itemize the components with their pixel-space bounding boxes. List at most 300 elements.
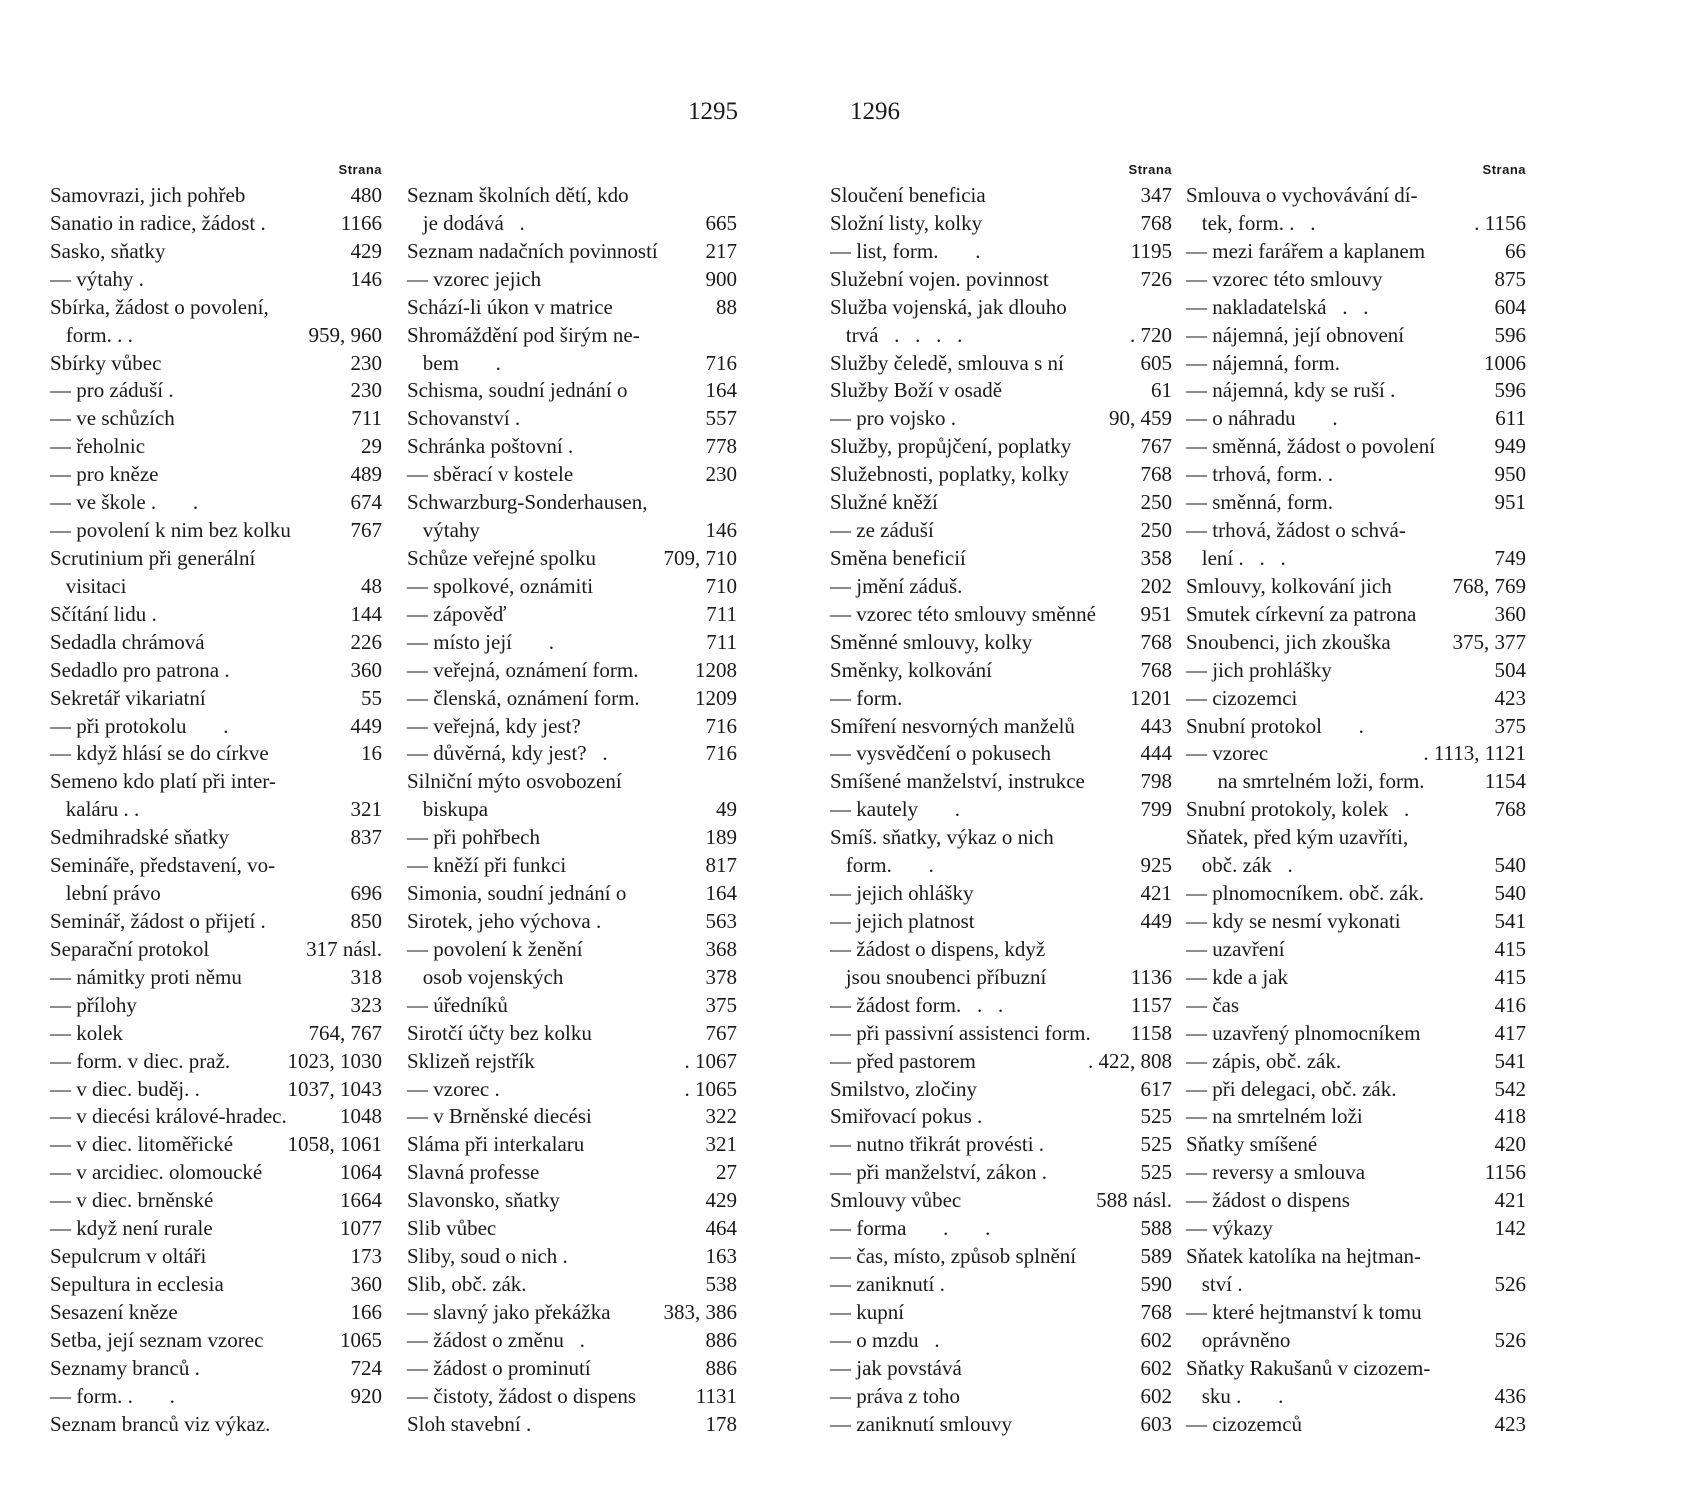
entry-page: 489 — [350, 462, 382, 487]
index-entry — [830, 1411, 1172, 1439]
entry-term: Služby Boží v osadě — [830, 378, 1003, 403]
entry-term: je dodává . — [407, 210, 525, 235]
entry-page: 716 — [705, 350, 737, 375]
entry-page: 420 — [1494, 1132, 1526, 1157]
index-entry — [1186, 405, 1526, 433]
index-entry — [50, 796, 382, 824]
index-entry — [407, 1131, 737, 1159]
entry-term: — v Brněnské diecési — [407, 1104, 592, 1129]
entry-page: 617 — [1140, 1076, 1172, 1101]
index-entry — [1186, 1327, 1526, 1355]
entry-page: 563 — [705, 908, 737, 933]
index-entry — [830, 461, 1172, 489]
index-entry — [1186, 713, 1526, 741]
entry-term: Schránka poštovní . — [407, 434, 574, 459]
entry-term: — členská, oznámení form. — [407, 685, 640, 710]
index-column-4 — [1186, 162, 1526, 1438]
entry-page: 778 — [705, 434, 737, 459]
index-entry — [1186, 266, 1526, 294]
entry-page: 360 — [350, 657, 382, 682]
entry-term: Sňatek, před kým uzavříti, — [1186, 825, 1409, 850]
entry-page: 1195 — [1130, 238, 1172, 263]
index-entry — [50, 433, 382, 461]
entry-term: Smlouvy, kolkování jich — [1186, 573, 1392, 598]
index-entry — [830, 1271, 1172, 1299]
entry-term: bem . — [407, 350, 501, 375]
entry-term: Simonia, soudní jednání o — [407, 881, 627, 906]
entry-term: — jmění záduš. — [830, 573, 963, 598]
entry-term: — přílohy — [50, 992, 137, 1017]
entry-term: osob vojenských — [407, 964, 564, 989]
entry-term: Schází-li úkon v matrice — [407, 294, 613, 319]
entry-page: 817 — [705, 853, 737, 878]
index-entry — [407, 1159, 737, 1187]
index-entry — [1186, 1411, 1526, 1439]
index-entry — [1186, 573, 1526, 601]
entry-term: obč. zák . — [1186, 853, 1293, 878]
entry-term: tek, form. . . — [1186, 210, 1316, 235]
index-entry — [50, 824, 382, 852]
index-entry — [830, 1103, 1172, 1131]
index-entry — [830, 992, 1172, 1020]
index-entry — [1186, 1131, 1526, 1159]
index-entry — [830, 350, 1172, 378]
entry-term: Služba vojenská, jak dlouho — [830, 294, 1067, 319]
index-entry — [407, 377, 737, 405]
index-entry — [50, 601, 382, 629]
entry-page: 378 — [705, 964, 737, 989]
entry-term: Snubní protokoly, kolek . — [1186, 797, 1410, 822]
entry-page: 767 — [1140, 434, 1172, 459]
entry-term: — žádost form. . . — [830, 992, 1004, 1017]
entry-page: 383, 386 — [663, 1299, 737, 1324]
entry-term: — námitky proti němu — [50, 964, 242, 989]
entry-term: Semeno kdo platí při inter- — [50, 769, 276, 794]
column-header — [407, 162, 737, 182]
entry-term: — výkazy — [1186, 1216, 1273, 1241]
entry-page: 1136 — [1130, 964, 1172, 989]
entry-term: Smutek církevní za patrona — [1186, 601, 1417, 626]
index-entry — [50, 182, 382, 210]
index-entry — [1186, 322, 1526, 350]
entry-page: 1006 — [1484, 350, 1526, 375]
index-entry — [50, 768, 382, 796]
index-entry — [50, 1243, 382, 1271]
entry-page: 603 — [1140, 1411, 1172, 1436]
entry-term: Slib vůbec — [407, 1216, 497, 1241]
index-entry — [407, 629, 737, 657]
entry-page: 449 — [350, 713, 382, 738]
entry-page: 449 — [1140, 908, 1172, 933]
index-entry — [830, 294, 1172, 322]
entry-term: Seminář, žádost o přijetí . — [50, 908, 266, 933]
entry-term: Sňatky smíšené — [1186, 1132, 1318, 1157]
page-number-right: 1296 — [850, 98, 900, 125]
entry-term: — místo její . — [407, 629, 554, 654]
index-entry — [407, 545, 737, 573]
index-entry — [50, 1187, 382, 1215]
index-entry — [830, 713, 1172, 741]
entry-page: 716 — [705, 741, 737, 766]
index-entry — [830, 573, 1172, 601]
entry-page: 525 — [1140, 1104, 1172, 1129]
index-entry — [407, 1327, 737, 1355]
entry-page: 711 — [706, 601, 737, 626]
entry-page: 323 — [350, 992, 382, 1017]
entry-term: Smlouvy vůbec — [830, 1188, 962, 1213]
entry-page: 1077 — [340, 1216, 382, 1241]
entry-page: 764, 767 — [308, 1020, 382, 1045]
index-entry — [830, 266, 1172, 294]
entry-term: Silniční mýto osvobození — [407, 769, 622, 794]
entry-page: 726 — [1140, 266, 1172, 291]
entry-page: 605 — [1140, 350, 1172, 375]
entry-page: 358 — [1140, 545, 1172, 570]
entry-term: form. . — [830, 853, 934, 878]
entry-term: Sekretář vikariatní — [50, 685, 206, 710]
entry-page: 217 — [705, 238, 737, 263]
index-entry — [830, 1048, 1172, 1076]
entry-term: kaláru . . — [50, 797, 140, 822]
entry-page: 1154 — [1484, 769, 1526, 794]
entry-term: — jak povstává — [830, 1355, 962, 1380]
entry-term: Separační protokol — [50, 936, 210, 961]
entry-page: 674 — [350, 490, 382, 515]
entry-page: 1065 — [340, 1327, 382, 1352]
index-entry — [407, 1243, 737, 1271]
index-entry — [50, 1103, 382, 1131]
index-entry — [407, 405, 737, 433]
index-entry — [830, 796, 1172, 824]
entry-term: — důvěrná, kdy jest? . — [407, 741, 608, 766]
entry-page: 66 — [1505, 238, 1526, 263]
entry-term: — jich prohlášky — [1186, 657, 1332, 682]
index-entry — [407, 1411, 737, 1439]
entry-term: Seznam nadačních povinností — [407, 238, 658, 263]
entry-term: — při manželství, zákon . — [830, 1160, 1047, 1185]
entry-term: — žádost o změnu . — [407, 1327, 585, 1352]
index-entry — [830, 740, 1172, 768]
entry-page: 540 — [1494, 881, 1526, 906]
entry-page: 541 — [1494, 1048, 1526, 1073]
entry-page: 850 — [350, 908, 382, 933]
index-entry — [830, 1131, 1172, 1159]
index-entry — [50, 1383, 382, 1411]
index-entry — [830, 489, 1172, 517]
entry-term: — nakladatelská . . — [1186, 294, 1369, 319]
entry-term: Setba, její seznam vzorec — [50, 1327, 264, 1352]
entry-term: — před pastorem — [830, 1048, 976, 1073]
entry-term: Služné kněží — [830, 490, 938, 515]
index-entry — [1186, 1187, 1526, 1215]
entry-page: 360 — [1494, 601, 1526, 626]
index-column-2 — [407, 162, 737, 1438]
entry-page: 542 — [1494, 1076, 1526, 1101]
entry-page: 375 — [705, 992, 737, 1017]
entry-page: 900 — [705, 266, 737, 291]
index-entry — [407, 433, 737, 461]
entry-term: Sirotčí účty bez kolku — [407, 1020, 592, 1045]
entry-term: — při delegaci, obč. zák. — [1186, 1076, 1397, 1101]
index-entry — [1186, 1159, 1526, 1187]
entry-page: 178 — [705, 1411, 737, 1436]
index-entry — [407, 936, 737, 964]
entry-page: 724 — [350, 1355, 382, 1380]
entry-page: 525 — [1140, 1132, 1172, 1157]
index-entry — [830, 657, 1172, 685]
index-entry — [50, 1271, 382, 1299]
entry-term: — žádost o dispens — [1186, 1188, 1350, 1213]
entry-term: — vzorec — [1186, 741, 1269, 766]
entry-page: 749 — [1494, 545, 1526, 570]
index-entry — [1186, 936, 1526, 964]
index-entry — [407, 1020, 737, 1048]
index-entry — [830, 1243, 1172, 1271]
index-entry — [830, 210, 1172, 238]
entry-page: 436 — [1494, 1383, 1526, 1408]
entry-term: Sedadlo pro patrona . — [50, 657, 230, 682]
index-entry — [407, 685, 737, 713]
entry-page: 709, 710 — [663, 545, 737, 570]
entry-page: 417 — [1494, 1020, 1526, 1045]
entry-term: sku . . — [1186, 1383, 1284, 1408]
index-entry — [407, 880, 737, 908]
entry-term: Sňatky Rakušanů v cizozem- — [1186, 1355, 1431, 1380]
index-entry — [50, 545, 382, 573]
index-entry — [830, 601, 1172, 629]
entry-page: 429 — [350, 238, 382, 263]
entry-term: — ze záduší — [830, 518, 934, 543]
entry-page: 711 — [706, 629, 737, 654]
entry-term: — uzavřený plnomocníkem — [1186, 1020, 1421, 1045]
entry-term: Sloučení beneficia — [830, 183, 986, 207]
entry-term: výtahy — [407, 518, 480, 543]
entry-term: — když není rurale — [50, 1216, 213, 1241]
index-entry — [407, 908, 737, 936]
entry-page: 886 — [705, 1355, 737, 1380]
entry-term: — pro vojsko . — [830, 406, 956, 431]
entry-term: biskupa — [407, 797, 489, 822]
entry-page: 230 — [350, 378, 382, 403]
entry-term: — povolení k nim bez kolku — [50, 518, 291, 543]
entry-term: Sčítání lidu . — [50, 601, 157, 626]
entry-page: 768 — [1140, 462, 1172, 487]
entry-term: — o náhradu . — [1186, 406, 1338, 431]
entry-term: ství . — [1186, 1271, 1243, 1296]
entry-term: Slavná professe — [407, 1160, 540, 1185]
index-entry — [407, 322, 737, 350]
entry-term: — vzorec jejich — [407, 266, 542, 291]
entry-page: 230 — [350, 350, 382, 375]
entry-page: 164 — [705, 378, 737, 403]
entry-page: 949 — [1494, 434, 1526, 459]
index-entry — [50, 238, 382, 266]
entry-term: — cizozemci — [1186, 685, 1298, 710]
index-entry — [407, 1103, 737, 1131]
entry-term: — zápis, obč. zák. — [1186, 1048, 1342, 1073]
entry-page: 415 — [1494, 936, 1526, 961]
index-entry — [407, 992, 737, 1020]
index-entry — [50, 657, 382, 685]
index-entry — [50, 266, 382, 294]
entry-term: Seznam školních dětí, kdo — [407, 183, 629, 207]
entry-page: 540 — [1494, 853, 1526, 878]
entry-term: Služebnosti, poplatky, kolky — [830, 462, 1069, 487]
entry-term: — při passivní assistenci form. — [830, 1020, 1091, 1045]
entry-page: 696 — [350, 881, 382, 906]
index-entry — [1186, 210, 1526, 238]
entry-page: 1023, 1030 — [287, 1048, 382, 1073]
index-entry — [407, 1215, 737, 1243]
index-entry — [407, 1187, 737, 1215]
index-entry — [407, 210, 737, 238]
entry-page: 1201 — [1130, 685, 1172, 710]
index-entry — [830, 1187, 1172, 1215]
entry-term: Smiřovací pokus . — [830, 1104, 983, 1129]
entry-page: 596 — [1494, 322, 1526, 347]
entry-term: Samovrazi, jich pohřeb — [50, 183, 246, 207]
entry-page: 768 — [1140, 1299, 1172, 1324]
entry-page: 444 — [1140, 741, 1172, 766]
entry-term: — žádost o dispens, když — [830, 936, 1046, 961]
entry-page: 596 — [1494, 378, 1526, 403]
entry-page: 525 — [1140, 1160, 1172, 1185]
index-entry — [50, 629, 382, 657]
index-entry — [50, 573, 382, 601]
entry-term: — pro kněze — [50, 462, 159, 487]
entry-term: — o mzdu . — [830, 1327, 940, 1352]
entry-term: — zápověď — [407, 601, 507, 626]
entry-term: Schovanství . — [407, 406, 521, 431]
entry-page: . 1156 — [1474, 210, 1526, 235]
entry-page: 951 — [1140, 601, 1172, 626]
entry-page: 1058, 1061 — [287, 1132, 382, 1157]
index-entry — [50, 964, 382, 992]
index-entry — [407, 1076, 737, 1104]
index-entry — [1186, 964, 1526, 992]
entry-page: 164 — [705, 881, 737, 906]
index-entry — [50, 1299, 382, 1327]
entry-term: Scrutinium při generální — [50, 545, 256, 570]
index-entry — [1186, 1048, 1526, 1076]
entry-page: 166 — [350, 1299, 382, 1324]
entry-page: 588 — [1140, 1216, 1172, 1241]
index-entry — [50, 350, 382, 378]
entry-page: 416 — [1494, 992, 1526, 1017]
index-entry — [830, 629, 1172, 657]
index-entry — [830, 852, 1172, 880]
entry-term: visitaci — [50, 573, 127, 598]
entry-term: — na smrtelném loži — [1186, 1104, 1363, 1129]
entry-page: 360 — [350, 1271, 382, 1296]
entry-term: — směnná, žádost o povolení — [1186, 434, 1436, 459]
entry-page: 250 — [1140, 490, 1172, 515]
entry-page: 1664 — [340, 1188, 382, 1213]
entry-term: Schwarzburg-Sonderhausen, — [407, 490, 648, 515]
index-entry — [830, 685, 1172, 713]
index-entry — [50, 1215, 382, 1243]
index-entry — [50, 880, 382, 908]
entry-term: Smíření nesvorných manželů — [830, 713, 1075, 738]
entry-page: 27 — [716, 1160, 737, 1185]
entry-term: — trhová, žádost o schvá- — [1186, 518, 1406, 543]
index-entry — [50, 1076, 382, 1104]
index-entry — [1186, 1076, 1526, 1104]
entry-term: Schisma, soudní jednání o — [407, 378, 628, 403]
index-entry — [1186, 1243, 1526, 1271]
entry-page: 1166 — [340, 210, 382, 235]
index-entry — [407, 238, 737, 266]
entry-term: — práva z toho — [830, 1383, 961, 1408]
entry-page: 202 — [1140, 573, 1172, 598]
index-entry — [830, 1383, 1172, 1411]
entry-term: — jejich ohlášky — [830, 881, 974, 906]
index-entry — [407, 1271, 737, 1299]
entry-page: 1156 — [1484, 1160, 1526, 1185]
index-entry — [1186, 433, 1526, 461]
entry-page: 886 — [705, 1327, 737, 1352]
entry-term: Seznamy branců . — [50, 1355, 200, 1380]
entry-page: 768 — [1140, 657, 1172, 682]
entry-page: 538 — [705, 1271, 737, 1296]
entry-term: Semináře, představení, vo- — [50, 853, 276, 878]
index-entry — [1186, 238, 1526, 266]
index-entry — [1186, 601, 1526, 629]
entry-page: . 1067 — [684, 1048, 737, 1073]
entry-term: — forma . . — [830, 1216, 991, 1241]
entry-page: 375, 377 — [1452, 629, 1526, 654]
entry-page: 226 — [350, 629, 382, 654]
entry-page: 716 — [705, 713, 737, 738]
entry-page: 526 — [1494, 1271, 1526, 1296]
index-entry — [407, 266, 737, 294]
entry-term: Služby čeledě, smlouva s ní — [830, 350, 1064, 375]
entry-term: jsou snoubenci příbuzní — [830, 964, 1047, 989]
index-column-3 — [830, 162, 1172, 1438]
entry-page: 768 — [1140, 210, 1172, 235]
entry-term: Sklizeň rejstřík — [407, 1048, 535, 1073]
entry-page: 602 — [1140, 1355, 1172, 1380]
entry-page: 798 — [1140, 769, 1172, 794]
entry-term: Složní listy, kolky — [830, 210, 983, 235]
column-header: Strana — [338, 162, 382, 177]
index-entry — [50, 740, 382, 768]
entry-term: lební právo — [50, 881, 161, 906]
entry-term: — jejich platnost — [830, 908, 975, 933]
entry-term: — řeholnic — [50, 434, 146, 459]
entry-page: 711 — [351, 406, 382, 431]
entry-page: 230 — [705, 462, 737, 487]
index-entry — [407, 1355, 737, 1383]
index-entry — [830, 1327, 1172, 1355]
entry-page: 146 — [350, 266, 382, 291]
index-entry — [407, 964, 737, 992]
entry-term: — kněží při funkci — [407, 853, 567, 878]
entry-term: Smilstvo, zločiny — [830, 1076, 977, 1101]
entry-term: Slib, obč. zák. — [407, 1271, 527, 1296]
index-entry — [1186, 657, 1526, 685]
entry-page: 90, 459 — [1109, 406, 1172, 431]
index-entry — [1186, 350, 1526, 378]
entry-term: trvá . . . . — [830, 322, 963, 347]
entry-page: 588 násl. — [1096, 1188, 1172, 1213]
entry-page: 163 — [705, 1244, 737, 1269]
column-header: Strana — [1128, 162, 1172, 177]
index-entry — [407, 294, 737, 322]
entry-page: 1158 — [1130, 1020, 1172, 1045]
entry-page: 665 — [705, 210, 737, 235]
entry-term: Směnné smlouvy, kolky — [830, 629, 1033, 654]
